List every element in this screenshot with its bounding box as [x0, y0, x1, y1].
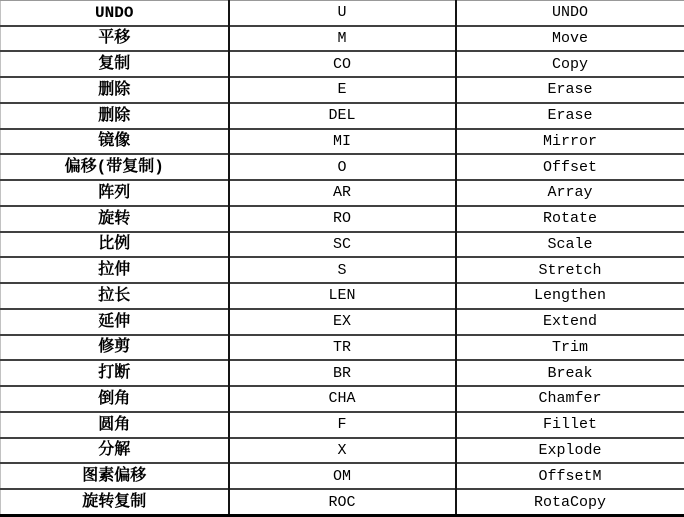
- cell-english-name: UNDO: [456, 1, 684, 26]
- cell-shortcut-key: M: [229, 26, 456, 52]
- table-row: [1, 335, 684, 361]
- cell-english-name: Trim: [456, 335, 684, 361]
- cell-chinese-name: 平移: [1, 26, 229, 52]
- cell-shortcut-key: EX: [229, 309, 456, 335]
- cell-chinese-name: 比例: [1, 232, 229, 258]
- cell-shortcut-key: OM: [229, 463, 456, 489]
- cell-chinese-name: UNDO: [95, 3, 134, 22]
- cell-shortcut-key: S: [229, 257, 456, 283]
- table-row: [1, 283, 684, 309]
- cell-english-name: Lengthen: [456, 283, 684, 309]
- cell-chinese-name: 删除: [1, 103, 229, 129]
- table-row: [1, 180, 684, 206]
- cell-english-name: Offset: [456, 154, 684, 180]
- cell-shortcut-key: BR: [229, 360, 456, 386]
- cell-chinese-name: 倒角: [1, 386, 229, 412]
- cell-shortcut-key: O: [229, 154, 456, 180]
- cell-english-name: Rotate: [456, 206, 684, 232]
- cell-shortcut-key: RO: [229, 206, 456, 232]
- cell-chinese-name: 延伸: [1, 309, 229, 335]
- cell-chinese-name: 拉伸: [1, 257, 229, 283]
- cell-chinese-name: 圆角: [1, 412, 229, 438]
- cell-chinese-name: 镜像: [1, 129, 229, 155]
- cell-chinese-name: 拉长: [1, 283, 229, 309]
- cell-chinese-name: 打断: [1, 360, 229, 386]
- cell-english-name: Break: [456, 360, 684, 386]
- table-row: [1, 489, 684, 515]
- table-row: [1, 1, 684, 26]
- table-row: [1, 154, 684, 180]
- cell-shortcut-key: U: [229, 1, 456, 26]
- table-row: [1, 51, 684, 77]
- cell-english-name: RotaCopy: [456, 489, 684, 515]
- cell-chinese-name: 旋转复制: [1, 489, 229, 515]
- table-row: [1, 386, 684, 412]
- cell-shortcut-key: E: [229, 77, 456, 103]
- cell-english-name: OffsetM: [456, 463, 684, 489]
- table-row: [1, 438, 684, 464]
- cell-shortcut-key: AR: [229, 180, 456, 206]
- cell-chinese-name: 阵列: [1, 180, 229, 206]
- cell-english-name: Mirror: [456, 129, 684, 155]
- cell-english-name: Extend: [456, 309, 684, 335]
- table-row: [1, 360, 684, 386]
- cell-shortcut-key: LEN: [229, 283, 456, 309]
- table-row: [1, 26, 684, 52]
- shortcut-table-body: [1, 1, 684, 516]
- cell-shortcut-key: X: [229, 438, 456, 464]
- cell-shortcut-key: CO: [229, 51, 456, 77]
- cell-shortcut-key: CHA: [229, 386, 456, 412]
- table-row: [1, 232, 684, 258]
- cell-english-name: Move: [456, 26, 684, 52]
- table-row: [1, 129, 684, 155]
- cell-english-name: Erase: [456, 103, 684, 129]
- table-row: [1, 257, 684, 283]
- cell-english-name: Array: [456, 180, 684, 206]
- cell-shortcut-key: F: [229, 412, 456, 438]
- cell-chinese-name: 分解: [1, 438, 229, 464]
- cell-shortcut-key: ROC: [229, 489, 456, 515]
- cell-english-name: Erase: [456, 77, 684, 103]
- table-row: [1, 103, 684, 129]
- cell-chinese-name: 修剪: [1, 335, 229, 361]
- cell-chinese-name: 删除: [1, 77, 229, 103]
- table-row: [1, 412, 684, 438]
- cell-english-name: Copy: [456, 51, 684, 77]
- cell-shortcut-key: DEL: [229, 103, 456, 129]
- table-row: [1, 206, 684, 232]
- cell-shortcut-key: MI: [229, 129, 456, 155]
- cell-chinese-name: 复制: [1, 51, 229, 77]
- cell-chinese-name: 图素偏移: [1, 463, 229, 489]
- cell-english-name: Explode: [456, 438, 684, 464]
- cell-chinese-name: 偏移(带复制): [1, 154, 229, 180]
- cell-english-name: Scale: [456, 232, 684, 258]
- table-row: [1, 309, 684, 335]
- cell-english-name: Chamfer: [456, 386, 684, 412]
- table-row: [1, 77, 684, 103]
- cell-shortcut-key: SC: [229, 232, 456, 258]
- table-row: [1, 463, 684, 489]
- cell-chinese-name: 旋转: [1, 206, 229, 232]
- cell-english-name: Stretch: [456, 257, 684, 283]
- cell-english-name: Fillet: [456, 412, 684, 438]
- cell-shortcut-key: TR: [229, 335, 456, 361]
